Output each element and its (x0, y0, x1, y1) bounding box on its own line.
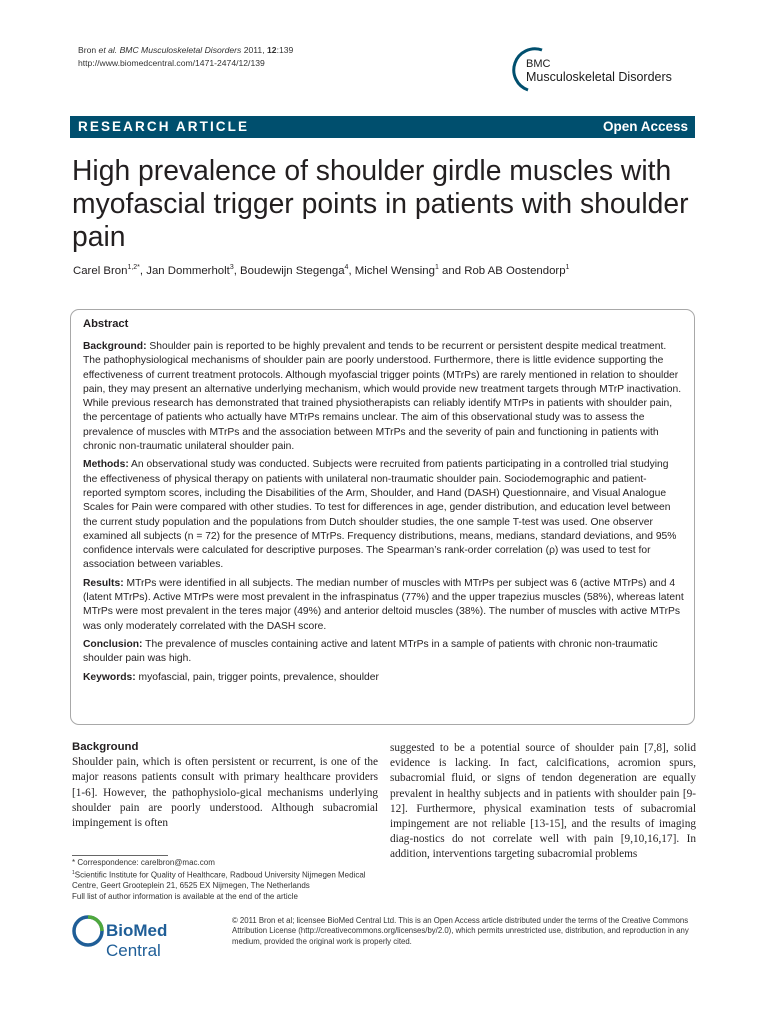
abstract-background: Background: Shoulder pain is reported to be highly prevalent and tends to be recurrent or persistent despite medical treatment. The pathophysiological mechanisms of shoulder pain are poorly understood. Furthermore, there is little evidence supporting the effectiveness of current treatment protocols. Although myofascial trigger points (MTrPs) are rarely mentioned in relation to shoulder pain, they may present an alternative underlying mechanism, which would provide new treatment targets through MTrP inactivation. While previous research has demonstrated that trained physiotherapists can reliably identify MTrPs in patients with shoulder pain, the percentage of patients who actually have MTrPs remains unclear. The aim of this observational study was to assess the prevalence of muscles with MTrPs and the association between MTrPs and the severity of pain and functioning in patients with chronic non-traumatic unilateral shoulder pain. (83, 341, 682, 453)
author-name: , Boudewijn Stegenga (233, 264, 345, 277)
citation-etal: et al. (96, 45, 120, 55)
citation-line (78, 44, 293, 57)
body-column-right (390, 741, 696, 863)
abstract-keywords: Keywords: myofascial, pain, trigger points, prevalence, shoulder (83, 671, 379, 683)
author-list (73, 264, 713, 277)
author-affiliation: 1,2* (127, 264, 140, 271)
citation-journal: BMC Musculoskeletal Disorders (119, 45, 242, 55)
footnote (72, 855, 378, 902)
license-text: © 2011 Bron et al; licensee BioMed Central Ltd. This is an Open Access article distributed under the terms of the Creative Commons Attribution License (http://creativecommons.org/licenses/by/2.0), which permits unrestricted use, distribution, and reproduction in any medium, provided the original work is properly cited. (232, 916, 689, 946)
article-title: High prevalence of shoulder girdle muscles with myofascial trigger points in patients with shoulder pain (72, 154, 689, 252)
author-info-note: Full list of author information is available at the end of the article (72, 891, 298, 901)
author-affiliation: 3 (229, 264, 234, 271)
author-affiliation: 1 (565, 264, 570, 271)
article-type-label: RESEARCH ARTICLE (78, 119, 250, 134)
correspondence[interactable]: * Correspondence: carelbron@mac.com (72, 858, 215, 867)
journal-logo-line2: Musculoskeletal Disorders (526, 70, 672, 84)
body-paragraph-right: suggested to be a potential source of shoulder pain [7,8], solid evidence is lacking. In fact, calcifications, acromion spurs, subacromial fluid, or signs of tendon degeneration are equally prevalent in healthy subjects and in patients with shoulder pain [9-12]. Furthermore, physical examination tests of subacromial impingement are not reliable [13-15], and the results of imaging diag-nostics do not correlate well with pain [9,10,16,17]. In addition, interventions targeting subacromial problems (390, 742, 696, 861)
abstract-results: Results: MTrPs were identified in all subjects. The median number of muscles with MTrPs per subject was 6 (active MTrPs) and 4 (latent MTrPs). Active MTrPs were most prevalent in the infraspinatus (77%) and the upper trapezius muscles (58%), whereas latent MTrPs were most prevalent in the teres major (49%) and anterior deltoid muscles (38%). The number of muscles with active MTrPs was only moderately correlated with the DASH score. (83, 577, 684, 632)
open-access-label: Open Access (602, 119, 688, 134)
body-paragraph-left: Shoulder pain, which is often persistent or recurrent, is one of the major reasons patients consult with primary healthcare providers [1-6]. However, the pathophysiolo-gical mechanisms underlying shoulder pain are poorly understood. Although subacromial impingement is often (72, 756, 378, 830)
body-column-left (72, 740, 378, 831)
author-name: , Michel Wensing (348, 264, 435, 277)
citation-volume: 12 (267, 45, 277, 55)
article-type-banner (70, 116, 695, 138)
author-name: Carel Bron (73, 264, 128, 277)
journal-logo (512, 44, 702, 96)
citation-year: 2011, (241, 45, 267, 55)
footnote-rule (72, 855, 168, 856)
biomed-central-logo (72, 913, 222, 960)
affiliation: $^1$Scientific Institute for Quality of Healthcare, Radboud University Nijmegen Medical Centre, Geert Grooteplein 21, 6525 EX Nijmegen, The Netherlands (72, 870, 366, 891)
abstract-conclusion: Conclusion: The prevalence of muscles containing active and latent MTrPs in a sample of patients with chronic non-traumatic shoulder pain was high. (83, 638, 658, 665)
citation-author: Bron (78, 45, 97, 55)
logo-normal-text: Central (106, 941, 161, 960)
logo-bold-text: BioMed (106, 921, 168, 940)
biomed-central-logo-icon (72, 915, 104, 947)
author-name: , Jan Dommerholt (139, 264, 230, 277)
author-name: and Rob AB Oostendorp (438, 264, 566, 277)
abstract-box (70, 309, 695, 725)
journal-logo-line1: BMC (526, 58, 551, 70)
abstract-body (83, 340, 684, 689)
citation-url[interactable]: http://www.biomedcentral.com/1471-2474/12/139 (78, 58, 265, 68)
author-affiliation: 1 (434, 264, 439, 271)
section-heading-background: Background (72, 741, 139, 753)
citation-header (78, 44, 293, 70)
abstract-methods: Methods: An observational study was conducted. Subjects were recruited from patients participating in a controlled trial studying the effectiveness of physical therapy on patients with unilateral non-traumatic shoulder pain. Sociodemographic and patient-reported symptom scores, including the Disabilities of the Arm, Shoulder, and Hand (DASH) Questionnaire, and Visual Analogue Scales for Pain were compared with other studies. To test for differences in age, gender distribution, and education level between the current study population and the populations from Dutch shoulder studies, the one sample T-test was used. One observer examined all subjects (n = 72) for the presence of MTrPs. Frequency distributions, means, medians, standard deviations, and 95% confidence intervals were calculated for descriptive purposes. The Spearman’s rank-order correlation (ρ) was used to test for association between variables. (83, 459, 677, 571)
author-affiliation: 4 (344, 264, 349, 271)
citation-page: :139 (276, 45, 294, 55)
abstract-heading: Abstract (83, 318, 129, 330)
